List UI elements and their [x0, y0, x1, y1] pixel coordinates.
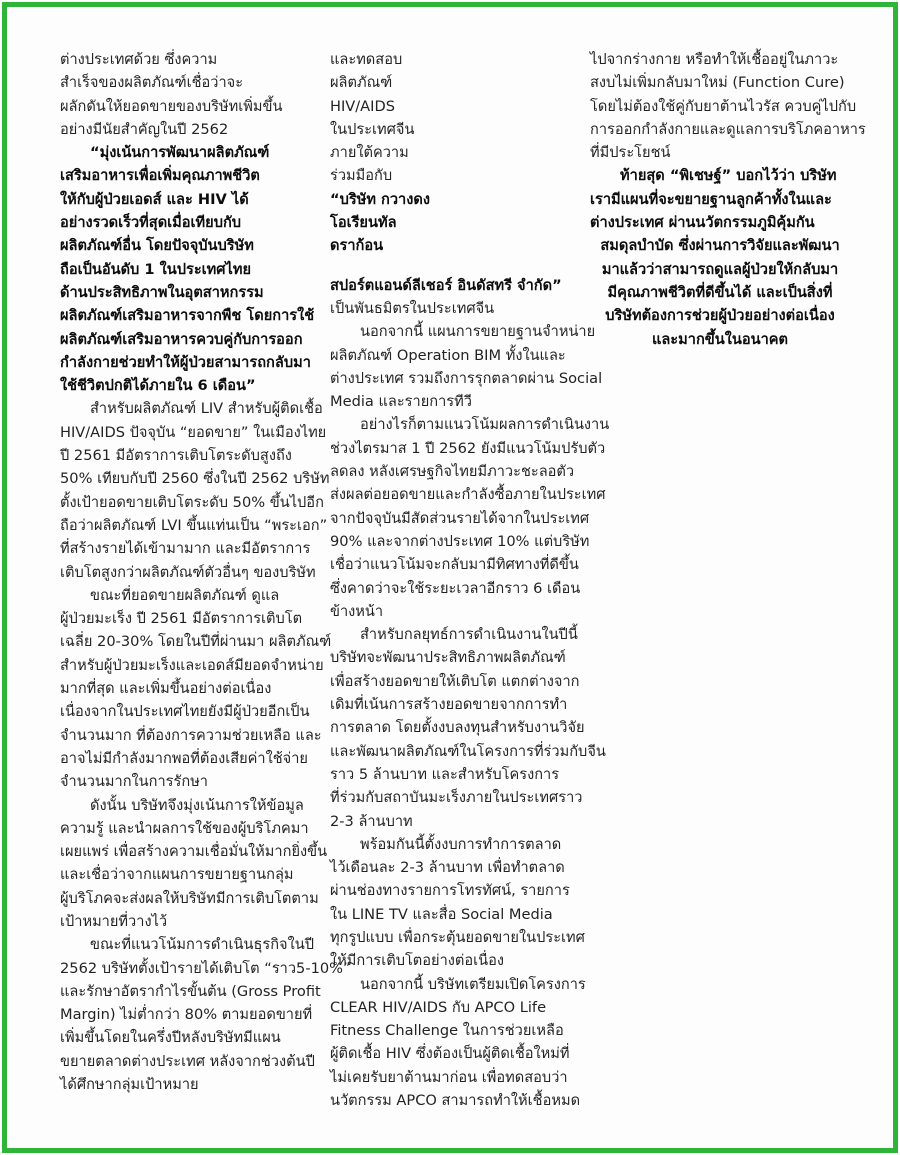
article-text-line: โดยไม่ต้องใช้คู่กับยาต้านไวรัส ควบคู่ไปกับ	[590, 97, 857, 115]
article-text-line: ถือว่าผลิตภัณฑ์ LVI ขึ้นแท่นเป็น “พระเอก”	[60, 516, 328, 534]
article-text-line: ถือเป็นอันดับ 1 ในประเทศไทย	[60, 260, 252, 278]
article-text-line: ความรู้ และนำผลการใช้ของผู้บริโภคมา	[60, 819, 309, 837]
article-text-line: 2562 บริษัทตั้งเป้ารายได้เติบโต “ราว5-10%”	[60, 959, 351, 977]
article-text-line: ใน LINE TV และสื่อ Social Media	[330, 905, 553, 923]
article-text-line: ราว 5 ล้านบาท และสำหรับโครงการ	[330, 765, 560, 783]
article-text-line: ส่งผลต่อยอดขายและกำลังซื้อภายในประเทศ	[330, 486, 606, 504]
article-text-line: ที่ร่วมกับสถาบันมะเร็งภายในประเทศราว	[330, 789, 583, 807]
article-text-line: ผู้บริโภคจะส่งผลให้บริษัทมีการเติบโตตาม	[60, 889, 319, 907]
article-text-line: และรักษาอัตรากำไรขั้นต้น (Gross Profit	[60, 982, 321, 1000]
article-column-3	[590, 48, 866, 351]
article-text-line: สำหรับกลยุทธ์การดำเนินงานในปีนี้	[360, 626, 578, 644]
article-text-line: และพัฒนาผลิตภัณฑ์ในโครงการที่ร่วมกับจีน	[330, 742, 606, 760]
article-text-line: “มุ่งเน้นการพัฒนาผลิตภัณฑ์	[90, 144, 270, 162]
article-text-line: เผยแพร่ เพื่อสร้างความเชื่อมั่นให้มากยิ่งขึ้น	[60, 843, 328, 861]
article-column-1	[60, 48, 351, 1096]
article-text-line: ที่มีประโยชน์	[590, 144, 671, 162]
article-text-line: ภายใต้ความ	[330, 144, 409, 162]
article-text-line: ไปจากร่างกาย หรือทำให้เชื้ออยู่ในภาวะ	[590, 51, 839, 68]
article-text-line: ข้างหน้า	[330, 602, 384, 620]
article-text-line: กำลังกายช่วยทำให้ผู้ป่วยสามารถกลับมา	[60, 353, 311, 371]
article-text-line: ผ่านช่องทางรายการโทรทัศน์, รายการ	[330, 882, 570, 900]
article-text-line: การออกกำลังกายและดูแลการบริโภคอาหาร	[590, 120, 866, 138]
article-text-line: ผลิตภัณฑ์	[330, 74, 393, 92]
article-text-line: ลดลง หลังเศรษฐกิจไทยมีภาวะชะลอตัว	[330, 463, 575, 481]
article-text-line: ผลิตภัณฑ์อื่น โดยปัจจุบันบริษัท	[60, 237, 254, 255]
article-text-line: ในประเทศจีน	[330, 120, 415, 138]
article-text-line: สปอร์ตแอนด์ลีเชอร์ อินดัสทรี จำกัด”	[330, 276, 562, 294]
article-text-line: ทุกรูปแบบ เพื่อกระตุ้นยอดขายในประเทศ	[330, 928, 585, 946]
article-text-line: เชื่อว่าแนวโน้มจะกลับมามีทิศทางที่ดีขึ้น	[330, 556, 579, 574]
article-text-line: ขยายตลาดต่างประเทศ หลังจากช่วงต้นปี	[60, 1052, 315, 1070]
article-text-line: HIV/AIDS ปัจจุบัน “ยอดขาย” ในเมืองไทย	[60, 423, 327, 441]
article-text-line: 50% เทียบกับปี 2560 ซึ่งในปี 2562 บริษัท	[60, 470, 330, 488]
article-text-line: CLEAR HIV/AIDS กับ APCO Life	[330, 998, 547, 1016]
article-text-line: และทดสอบ	[330, 51, 403, 68]
article-text-line: HIV/AIDS	[330, 97, 395, 115]
article-text-line: มากที่สุด และเพิ่มขึ้นอย่างต่อเนื่อง	[60, 680, 272, 698]
article-text-line: เรามีแผนที่จะขยายฐานลูกค้าทั้งในและ	[590, 190, 832, 208]
article-text-line: ที่สร้างรายได้เข้ามามาก และมีอัตราการ	[60, 540, 311, 558]
article-text-line: บริษัทจะพัฒนาประสิทธิภาพผลิตภัณฑ์	[330, 649, 566, 667]
article-text-line: ได้ศึกษากลุ่มเป้าหมาย	[60, 1076, 199, 1094]
article-text-line: เติบโตสูงกว่าผลิตภัณฑ์ตัวอื่นๆ ของบริษัท	[60, 563, 316, 581]
article-text-line: เป้าหมายที่วางไว้	[60, 912, 168, 930]
article-text-line: ด้านประสิทธิภาพในอุตสาหกรรม	[60, 283, 264, 301]
article-text-line: เฉลี่ย 20-30% โดยในปีที่ผ่านมา ผลิตภัณฑ์	[60, 633, 332, 651]
article-text-line: เสริมอาหารเพื่อเพิ่มคุณภาพชีวิต	[60, 167, 260, 185]
article-text-line: และมากขึ้นในอนาคต	[651, 330, 789, 348]
article-text-line: ต่างประเทศ รวมถึงการรุกตลาดผ่าน Social	[330, 369, 603, 387]
article-text-line: ท้ายสุด “พิเชษฐ์” บอกไว้ว่า บริษัท	[620, 167, 837, 185]
article-text-line: ปี 2561 มีอัตราการเติบโตระดับสูงถึง	[60, 447, 292, 465]
article-text-line: โอเรียนทัล	[330, 214, 397, 232]
article-text-line: อย่างมีนัยสำคัญในปี 2562	[60, 120, 229, 138]
article-text-line: นอกจากนี้ บริษัทเตรียมเปิดโครงการ	[360, 975, 586, 993]
article-text-line: สำหรับผู้ป่วยมะเร็งและเอดส์มียอดจำหน่าย	[60, 656, 324, 674]
article-text-line: อาจไม่มีกำลังมากพอที่ต้องเสียค่าใช้จ่าย	[60, 749, 308, 767]
article-text-line: และเชื่อว่าจากแผนการขยายฐานกลุ่ม	[60, 866, 294, 884]
article-text-line: เดิมที่เน้นการสร้างยอดขายจากการทำ	[330, 696, 568, 714]
article-text-line: 2-3 ล้านบาท	[330, 812, 413, 830]
article-text-line: ไว้เดือนละ 2-3 ล้านบาท เพื่อทำตลาด	[330, 859, 565, 877]
article-text-line: สงบไม่เพิ่มกลับมาใหม่ (Function Cure)	[590, 74, 845, 92]
article-text-line: ผู้ป่วยมะเร็ง ปี 2561 มีอัตราการเติบโต	[60, 610, 303, 628]
article-text-line: ตั้งเป้ายอดขายเติบโตระดับ 50% ขึ้นไปอีก	[60, 493, 324, 511]
article-text-line: ช่วงไตรมาส 1 ปี 2562 ยังมีแนวโน้มปรับตัว	[330, 439, 606, 457]
article-text-line: ไม่เคยรับยาต้านมาก่อน เพื่อทดสอบว่า	[330, 1068, 568, 1086]
article-text-line: Media และรายการทีวี	[330, 393, 472, 411]
article-column-2	[330, 48, 610, 1112]
article-text-line: ให้กับผู้ป่วยเอดส์ และ HIV ได้	[60, 190, 249, 208]
article-text-line: การตลาด โดยตั้งงบลงทุนสำหรับงานวิจัย	[330, 719, 585, 737]
article-text-line: ผู้ติดเชื้อ HIV ซึ่งต้องเป็นผู้ติดเชื้อใหม่ที่	[330, 1045, 570, 1063]
article-text-line: เพื่อสร้างยอดขายให้เติบโต แตกต่างจาก	[330, 672, 580, 690]
article-text-line: สำเร็จของผลิตภัณฑ์เชื่อว่าจะ	[60, 74, 244, 92]
article-text-line: Fitness Challenge ในการช่วยเหลือ	[330, 1022, 564, 1040]
article-text-line: ผลิตภัณฑ์เสริมอาหารควบคู่กับการออก	[60, 330, 303, 348]
article-text-line: ขณะที่แนวโน้มการดำเนินธุรกิจในปี	[90, 936, 314, 954]
article-text-line: จำนวนมาก ที่ต้องการความช่วยเหลือ และ	[60, 726, 322, 744]
article-text-line: มีคุณภาพชีวิตที่ดีขึ้นได้ และเป็นสิ่งที่	[607, 283, 833, 301]
article-text-line: ซึ่งคาดว่าจะใช้ระยะเวลาอีกราว 6 เดือน	[330, 579, 581, 597]
article-text-line: ดราก้อน	[330, 237, 384, 255]
article-text-line: ผลักดันให้ยอดขายของบริษัทเพิ่มขึ้น	[60, 97, 283, 115]
article-text-line: “บริษัท กวางดง	[330, 190, 430, 208]
article-text-line: ผลิตภัณฑ์เสริมอาหารจากพืช โดยการใช้	[60, 307, 315, 325]
article-text-line: เป็นพันธมิตรในประเทศจีน	[330, 299, 495, 317]
article-text-line: ดังนั้น บริษัทจึงมุ่งเน้นการให้ข้อมูล	[90, 796, 304, 814]
article-text-line: มาแล้วว่าสามารถดูแลผู้ป่วยให้กลับมา	[601, 260, 839, 278]
article-text-line: Margin) ไม่ต่ำกว่า 80% ตามยอดขายที่	[60, 1006, 313, 1024]
article-text-line: ต่างประเทศ ผ่านนวัตกรรมภูมิคุ้มกัน	[590, 214, 815, 232]
article-text-line: 90% และจากต่างประเทศ 10% แต่บริษัท	[330, 532, 590, 550]
article-text-line: บริษัทต้องการช่วยผู้ป่วยอย่างต่อเนื่อง	[605, 307, 835, 325]
article-text-line: ให้มีการเติบโตอย่างต่อเนื่อง	[330, 952, 505, 970]
article-text-line: ขณะที่ยอดขายผลิตภัณฑ์ ดูแล	[90, 586, 280, 604]
article-text-line: ใช้ชีวิตปกติได้ภายใน 6 เดือน”	[60, 377, 256, 395]
article-text-line: จำนวนมากในการรักษา	[60, 773, 209, 791]
article-text-line: พร้อมกันนี้ตั้งงบการทำการตลาด	[360, 835, 562, 853]
article-text-line: อย่างรวดเร็วที่สุดเมื่อเทียบกับ	[60, 214, 242, 232]
article-text-line: เนื่องจากในประเทศไทยยังมีผู้ป่วยอีกเป็น	[60, 703, 310, 721]
article-text-line: สมดุลบำบัด ซึ่งผ่านการวิจัยและพัฒนา	[600, 237, 840, 255]
article-text-line: จากปัจจุบันมีสัดส่วนรายได้จากในประเทศ	[330, 509, 590, 527]
article-text-line: ต่างประเทศด้วย ซึ่งความ	[60, 51, 218, 68]
article-text-line: นวัตกรรม APCO สามารถทำให้เชื้อหมด	[330, 1092, 581, 1110]
article-text-line: สำหรับผลิตภัณฑ์ LIV สำหรับผู้ติดเชื้อ	[90, 400, 323, 418]
article-text-line: เพิ่มขึ้นโดยในครึ่งปีหลังบริษัทมีแผน	[60, 1029, 281, 1047]
article-text-line: นอกจากนี้ แผนการขยายฐานจำหน่าย	[360, 323, 596, 341]
article-text-line: ผลิตภัณฑ์ Operation BIM ทั้งในและ	[330, 346, 566, 364]
article-text-line: อย่างไรก็ตามแนวโน้มผลการดำเนินงาน	[360, 416, 610, 434]
article-text-line: ร่วมมือกับ	[330, 167, 393, 185]
